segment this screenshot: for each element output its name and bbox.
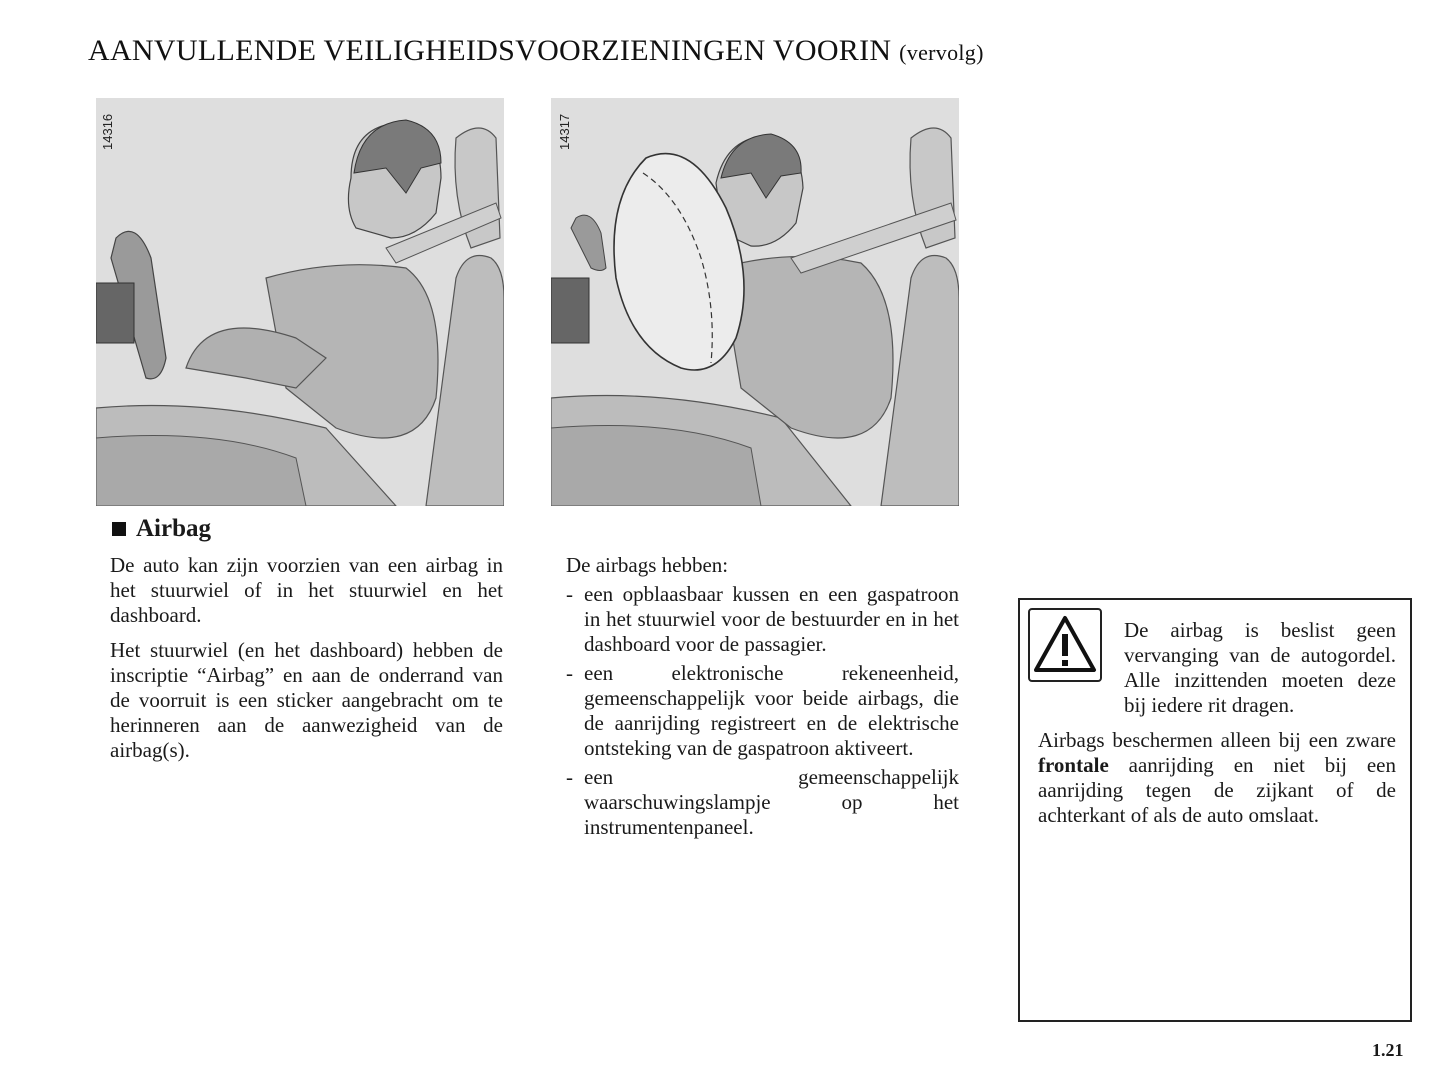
figure-number: 14316: [100, 113, 115, 150]
warning-paragraph: De airbag is beslist geen vervanging van de autogordel. Alle inzittenden moeten deze bij iedere rit dragen.: [1124, 618, 1396, 717]
page-number: 1.21: [1372, 1040, 1404, 1060]
warning-text-part: aanrijding en niet bij een aanrijding tegen de zijkant of de achterkant of als de auto omslaat.: [1038, 753, 1396, 827]
airbags-list-block: [566, 553, 959, 844]
figure-driver-seated: [96, 98, 504, 506]
driver-illustration: [96, 98, 504, 506]
paragraph: De auto kan zijn voorzien van een airbag in het stuurwiel of in het stuurwiel en het dashboard.: [110, 553, 503, 627]
section-heading: [112, 515, 211, 543]
warning-paragraph-2: [1038, 728, 1396, 828]
page-title-suffix: (vervolg): [899, 40, 984, 65]
warning-text: [1038, 618, 1396, 838]
page-title: [88, 34, 984, 68]
warning-text-part: Airbags beschermen alleen bij een zware: [1038, 728, 1396, 752]
warning-box: [1018, 598, 1412, 1022]
section-heading-text: Airbag: [136, 515, 211, 542]
airbag-description: [110, 553, 503, 773]
list-item: - een gemeenschappelijk waarschuwingslampje op het instrumentenpaneel.: [566, 765, 959, 840]
list-intro: De airbags hebben:: [566, 553, 729, 577]
airbags-list: [566, 582, 959, 840]
list-item: - een opblaasbaar kussen en een gaspatroon in het stuurwiel voor de bestuurder en in het dashboard voor de passagier.: [566, 582, 959, 657]
paragraph: Het stuurwiel (en het dashboard) hebben de inscriptie “Airbag” en aan de onderrand van de voorruit is een sticker aangebracht om te herinneren aan de aanwezigheid van de airbag(s).: [110, 638, 503, 762]
warning-text-bold: frontale: [1038, 753, 1109, 777]
airbag-illustration: [551, 98, 959, 506]
figure-number: 14317: [557, 113, 572, 150]
list-item: - een elektronische rekeneenheid, gemeenschappelijk voor beide airbags, die de aanrijding registreert en de elektrische ontsteking van de gaspatroon aktiveert.: [566, 661, 959, 761]
figure-airbag-deployed: [551, 98, 959, 506]
page-title-main: AANVULLENDE VEILIGHEIDSVOORZIENINGEN VOORIN: [88, 34, 892, 67]
square-bullet-icon: [112, 522, 126, 536]
